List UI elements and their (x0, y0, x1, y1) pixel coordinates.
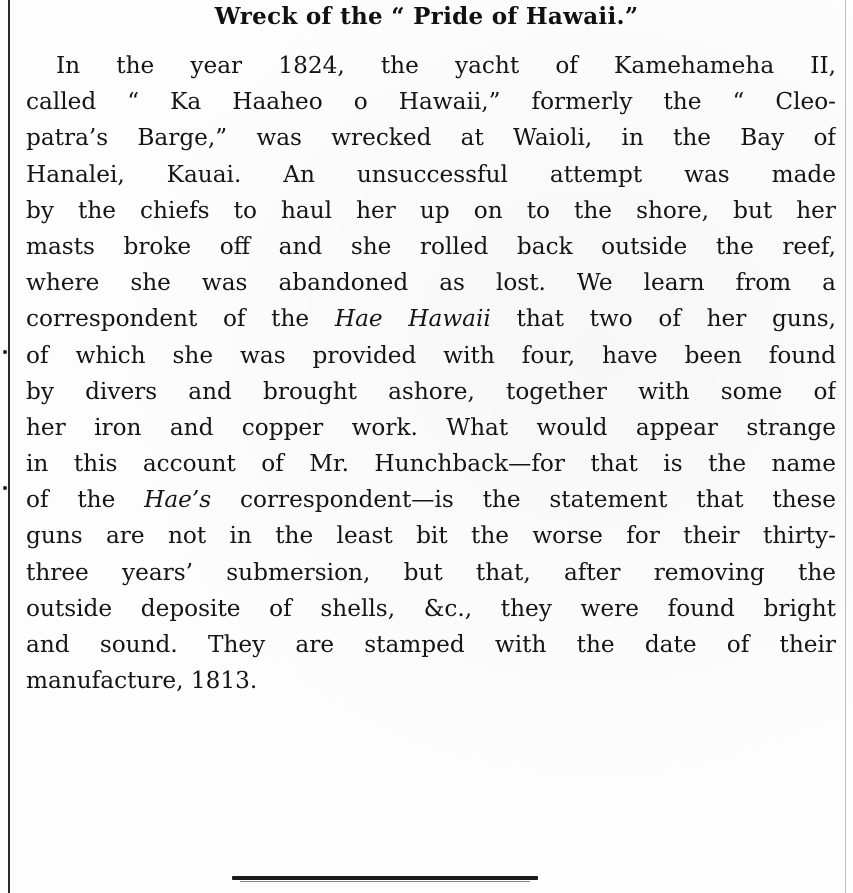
article-line: In the year 1824, the yacht of Kamehameha II, (56, 52, 836, 79)
article-line: where she was abandoned as lost. We learn from a (26, 269, 836, 297)
margin-speck (3, 486, 7, 490)
article-line: Hanalei, Kauai. An unsuccessful attempt was made (26, 160, 836, 188)
article-end-rule-shadow (240, 881, 530, 882)
article-line: masts broke off and she rolled back outside the reef, (26, 232, 836, 260)
line-segment: that two of her guns, (516, 305, 836, 333)
article-end-rule (232, 876, 538, 880)
article-line-with-italic (26, 301, 836, 337)
line-segment: of the (26, 486, 116, 514)
article-line: in this account of Mr. Hunchback—for that is the name (26, 450, 836, 478)
newspaper-title-italic: Hae’s (144, 486, 212, 514)
margin-speck (3, 350, 7, 354)
article-headline: Wreck of the “ Pride of Hawaii.” (214, 3, 639, 30)
article-line: patra’s Barge,” was wrecked at Waioli, in the Bay of (26, 124, 836, 152)
article-line: manufacture, 1813. (26, 667, 258, 695)
article-line: three years’ submersion, but that, after removing the (26, 558, 836, 586)
line-segment: correspondent—is the statement that these (240, 486, 836, 514)
left-column-rule (8, 0, 10, 893)
right-column-rule (845, 0, 846, 893)
article-line: her iron and copper work. What would appear strange (26, 413, 836, 441)
article-line: and sound. They are stamped with the date of their (26, 631, 836, 658)
article-line: called “ Ka Haaheo o Hawaii,” formerly the “ Cleo- (26, 88, 836, 116)
article-line: by divers and brought ashore, together with some of (26, 377, 836, 405)
line-segment: correspondent of the (26, 305, 310, 333)
article-line: by the chiefs to haul her up on to the shore, but her (26, 196, 836, 224)
article-line: guns are not in the least bit the worse for their thirty- (26, 522, 836, 550)
article-body (26, 48, 836, 699)
newspaper-title-italic: Hae Hawaii (334, 305, 491, 333)
article-line: of which she was provided with four, have been found (26, 341, 836, 369)
article-line: outside deposite of shells, &c., they were found bright (26, 594, 836, 622)
article-line-with-italic (26, 482, 836, 518)
